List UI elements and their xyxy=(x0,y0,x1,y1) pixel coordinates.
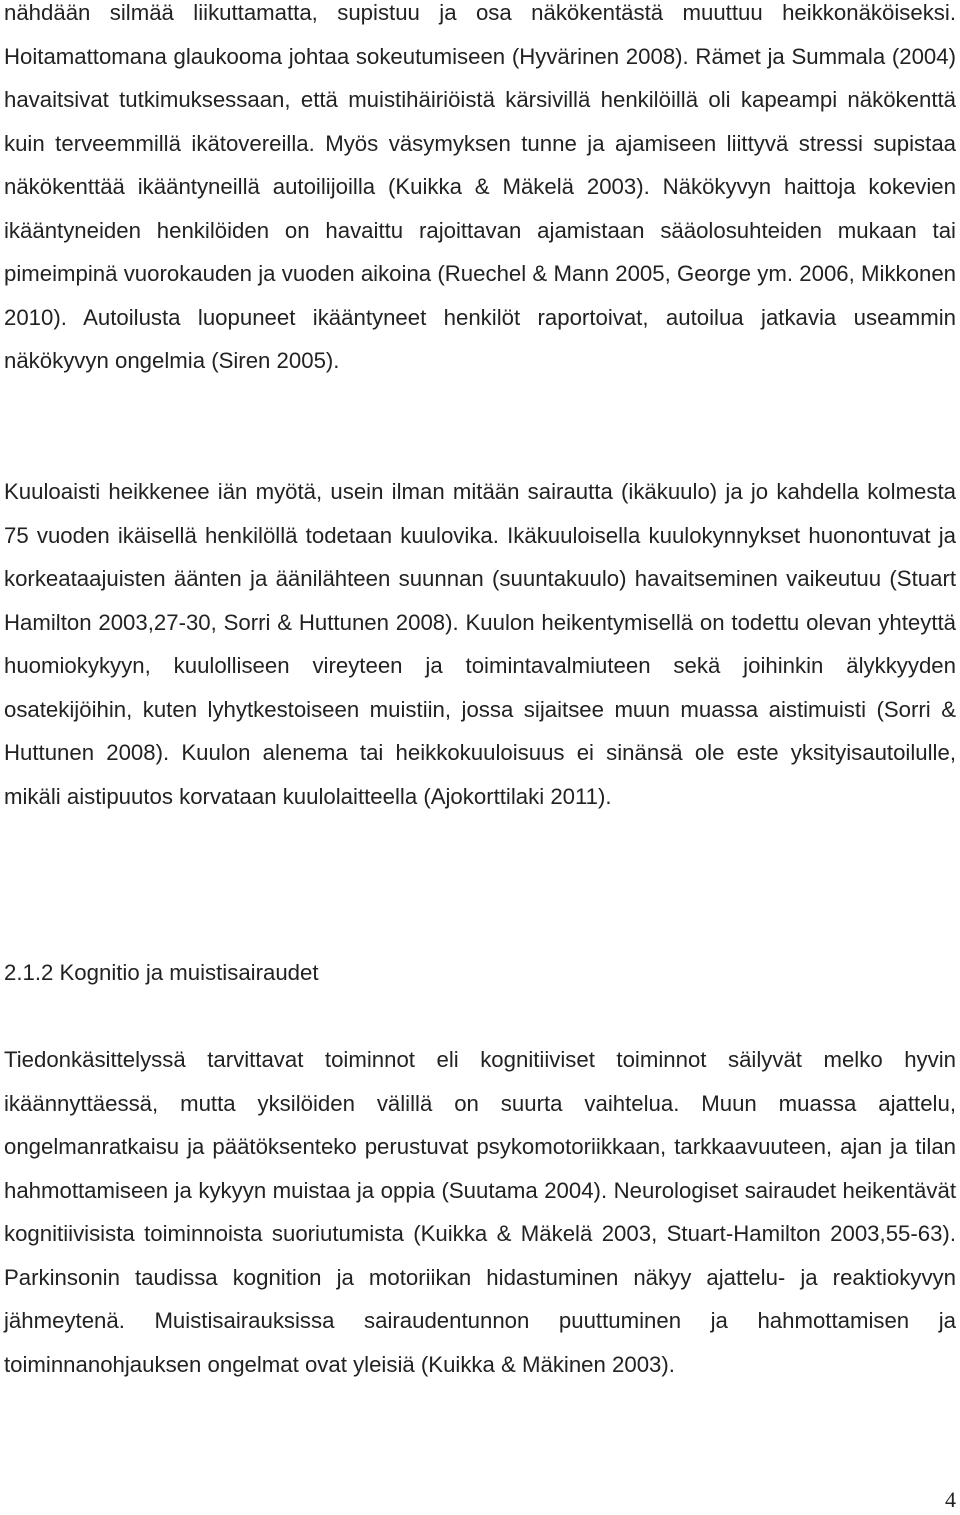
paragraph-cognition: Tiedonkäsittelyssä tarvittavat toiminnot eli kognitiiviset toiminnot säilyvät melko hyvin ikäännyttäessä, mutta yksilöiden välillä on suurta vaihtelua. Muun muassa ajattelu, ongelmanratkaisu ja päätöksenteko perustuvat psykomotoriikkaan, tarkkaavuuteen, ajan ja tilan hahmottamiseen ja kykyyn muistaa ja oppia (Suutama 2004). Neurologiset sairaudet heikentävät kognitiivisista toiminnoista suoriutumista (Kuikka & Mäkelä 2003, Stuart-Hamilton 2003,55-63). Parkinsonin taudissa kognition ja motoriikan hidastuminen näkyy ajattelu- ja reaktiokyvyn jähmeytenä. Muistisairauksissa sairaudentunnon puuttuminen ja hahmottamisen ja toiminnanohjauksen ongelmat ovat yleisiä (Kuikka & Mäkinen 2003). xyxy=(4,1047,956,1377)
section-heading: 2.1.2 Kognitio ja muistisairaudet xyxy=(4,960,319,985)
paragraph-vision: nähdään silmää liikuttamatta, supistuu ja osa näkökentästä muuttuu heikkonäköiseksi. Hoitamattomana glaukooma johtaa sokeutumiseen (Hyvärinen 2008). Rämet ja Summala (2004) havaitsivat tutkimuksessaan, että muistihäiriöistä kärsivillä henkilöillä oli kapeampi näkökenttä kuin terveemmillä ikätovereilla. Myös väsymyksen tunne ja ajamiseen liittyvä stressi supistaa näkökenttää ikääntyneillä autoilijoilla (Kuikka & Mäkelä 2003). Näkökyvyn haittoja kokevien ikääntyneiden henkilöiden on havaittu rajoittavan ajamistaan sääolosuhteiden mukaan tai pimeimpinä vuorokauden ja vuoden aikoina (Ruechel & Mann 2005, George ym. 2006, Mikkonen 2010). Autoilusta luopuneet ikääntyneet henkilöt raportoivat, autoilua jatkavia useammin näkökyvyn ongelmia (Siren 2005). xyxy=(4,0,956,373)
page-number: 4 xyxy=(945,1487,956,1512)
paragraph-hearing: Kuuloaisti heikkenee iän myötä, usein ilman mitään sairautta (ikäkuulo) ja jo kahdella kolmesta 75 vuoden ikäisellä henkilöllä todetaan kuulovika. Ikäkuuloisella kuulokynnykset huonontuvat ja korkeataajuisten äänten ja äänilähteen suunnan (suuntakuulo) havaitseminen vaikeutuu (Stuart Hamilton 2003,27-30, Sorri & Huttunen 2008). Kuulon heikentymisellä on todettu olevan yhteyttä huomiokykyyn, kuulolliseen vireyteen ja toimintavalmiuteen sekä joihinkin älykkyyden osatekijöihin, kuten lyhytkestoiseen muistiin, jossa sijaitsee muun muassa aistimuisti (Sorri & Huttunen 2008). Kuulon alenema tai heikkokuuloisuus ei sinänsä ole este yksityisautoilulle, mikäli aistipuutos korvataan kuulolaitteella (Ajokorttilaki 2011). xyxy=(4,479,956,809)
